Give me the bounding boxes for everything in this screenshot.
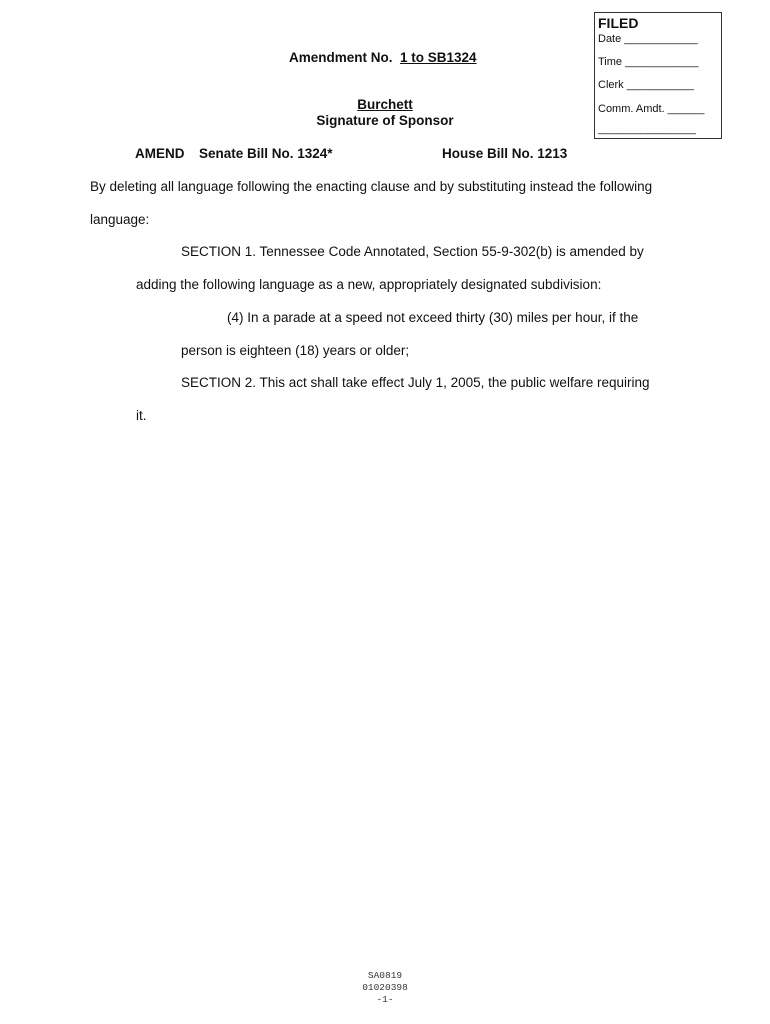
house-bill-number: House Bill No. 1213 <box>442 146 568 161</box>
section1-line-2: adding the following language as a new, appropriately designated subdivision: <box>136 277 602 292</box>
section2-line-2: it. <box>136 408 147 423</box>
sponsor-caption: Signature of Sponsor <box>316 113 454 128</box>
subdivision4-line-2: person is eighteen (18) years or older; <box>181 343 410 358</box>
footer-code-1: SA0819 <box>367 970 403 981</box>
subdivision4-line-1: (4) In a parade at a speed not exceed thirty (30) miles per hour, if the <box>227 310 639 325</box>
filed-date: Date ____________ <box>598 33 698 45</box>
amendment-value: 1 to SB1324 <box>400 50 477 65</box>
section1-line-1: SECTION 1. Tennessee Code Annotated, Section 55-9-302(b) is amended by <box>181 244 644 259</box>
filed-blank-line: ________________ <box>598 123 696 135</box>
section2-line-1: SECTION 2. This act shall take effect July 1, 2005, the public welfare requiring <box>181 375 650 390</box>
senate-bill-number: Senate Bill No. 1324* <box>199 146 333 161</box>
filed-time: Time ____________ <box>598 56 699 68</box>
footer-page-number: -1- <box>376 994 394 1005</box>
amend-label: AMEND <box>135 146 185 161</box>
filed-title: FILED <box>598 15 639 31</box>
amendment-prefix: Amendment No. <box>289 50 393 65</box>
filed-comm-amdt: Comm. Amdt. ______ <box>598 103 705 115</box>
intro-line-1: By deleting all language following the enacting clause and by substituting instead the following <box>90 179 653 194</box>
sponsor-name: Burchett <box>357 97 413 112</box>
filed-clerk: Clerk ___________ <box>598 79 695 91</box>
intro-line-2: language: <box>90 212 150 227</box>
footer-code-2: 01020398 <box>362 982 408 993</box>
amendment-number <box>289 50 477 65</box>
